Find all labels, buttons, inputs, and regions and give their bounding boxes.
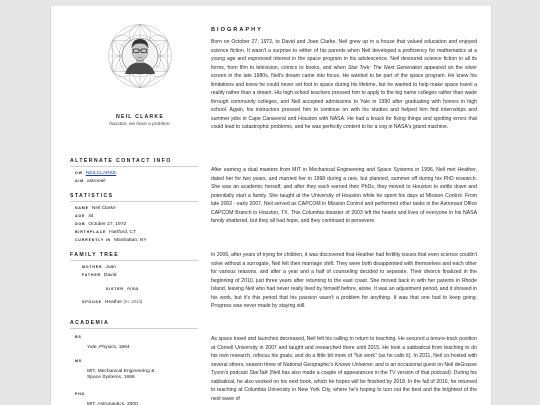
section-heading-biography: BIOGRAPHY	[211, 27, 263, 33]
stat-key: CURRENTLY IN	[75, 238, 111, 242]
contact-ow	[75, 171, 116, 176]
paragraph-text: ; and is an occasional guest on Neil deGrasse Tyson's podcast	[211, 361, 477, 376]
family-spouse	[82, 299, 142, 305]
paragraph-text: As space travel and launches decreased, Neil felt his calling to return to teaching. He secured a tenure-track position at Cornell University in 2007 and taught and researched there until 2015. He took a sabbatical from teaching to do his own research, refocus his goals, and do a little bit more of "fun work" (as he calls it). In 2011, Neil co-hosted with several others, season three of National Geographic's	[211, 336, 477, 368]
contact-aim	[75, 179, 106, 184]
stat-currently-in	[75, 238, 147, 243]
divider	[70, 260, 198, 261]
degree-key: MS	[75, 359, 82, 363]
stat-value: Neil Clarke	[91, 206, 116, 211]
paragraph-text: (Neil has also made a couple of appearances in the TV version of that podcast). During his sabbatical, he also worked on his next book, which he hopes will be finished by 2018. In the fall of 2016, he returned to teaching at Columbia University in New York City, where he's hoping to turn out the best and the brightest of the next wave of	[211, 370, 477, 402]
stat-value: October 27, 1972	[88, 222, 127, 227]
avatar	[108, 24, 172, 88]
family-value: Heather	[104, 300, 123, 305]
profile-page	[50, 6, 492, 405]
degree-key: BS	[75, 335, 82, 339]
stat-age	[75, 214, 94, 219]
contact-ow-link[interactable]: NEILCLARKE	[85, 171, 117, 176]
family-mother	[82, 265, 116, 270]
degree-value: Yale, Physics, 1994	[87, 345, 130, 350]
avatar-geometric-frame	[108, 24, 172, 88]
biography-paragraph: After earning a dual masters from MIT in Mechanical Engineering and Space Systems in 1996, Neil met Heather, dated her for two years, and married her in 1998 during a rare, but planned, summer off during his PhD research. She was an academic herself, and after they each earned their PhDs, they moved to Houston to settle down and potentially start a family. She taught at the University of Houston while he spent his days at Mission Control. From late 2002 - early 2007, Neil served as CAPCOM in Mission Control and performed other tasks in the Astronaut Office CAPCOM Branch in Houston, TX. This Columbia disaster of 2003 left the hearts and lives of everyone in his NASA family shattered, but they all had hope, and they continued to persevere.	[211, 167, 477, 224]
biography-paragraph	[211, 335, 477, 403]
family-key: MOTHER	[82, 265, 103, 269]
paragraph-title: Star Trek: The Next Generation	[347, 64, 422, 71]
stat-key: NAME	[75, 206, 89, 210]
contact-aim-key: AIM	[75, 179, 84, 183]
profile-tagline: houston, we have a problem.	[109, 122, 171, 127]
stat-key: BIRTHPLACE	[75, 230, 107, 234]
degree-key: PHD	[75, 392, 85, 396]
family-sister	[106, 287, 138, 292]
section-heading-family: FAMILY TREE	[70, 252, 120, 258]
section-heading-statistics: STATISTICS	[70, 193, 114, 199]
paragraph-title: Known Universe	[334, 361, 373, 368]
stat-value: Manhattan, NY	[113, 238, 147, 243]
family-value: Joan	[105, 265, 116, 270]
family-value: Anna	[126, 287, 139, 292]
family-key: FATHER	[82, 273, 101, 277]
degree-value: MIT, Astronautics, 2000	[87, 402, 138, 405]
stat-key: AGE	[75, 214, 86, 218]
stat-name	[75, 206, 116, 211]
section-heading-academia: ACADEMIA	[70, 320, 110, 326]
stat-value: Hartford, CT	[109, 230, 137, 235]
divider	[70, 328, 198, 329]
family-value: David	[103, 273, 117, 278]
contact-aim-value: astroneil	[87, 179, 106, 184]
biography-paragraph: In 2006, after years of trying for children, it was discovered that Heather had fertility issues that even science couldn't solve without a surrogate, Neil felt their marriage shift. They were both disappointed with themselves and each other for various reasons, and after a year and a half of counseling decided to separate. Their divorce finalized in the beginning of 2010, just three years after returning to the east coast. She moved back in with her parents in Rhode Island, leaving Neil who had never really lived by himself before, alone. It was an adjustment period, and it showed in his work, but it's this period that his passion wasn't a problem for anything. It was that one had to keep going. Progress was never made by staying still.	[211, 252, 477, 309]
paragraph-text: Born on October 27, 1972, to David and Joan Clarke, Neil grew up in a house that valued education and enjoyed science fiction. It wasn't a surprise to either of his parents when Neil developed a proficiency for mathematics at a young age and expressed interest in the space program in his adolescence. Neil devoured science fiction in all its forms, from film to television, comics to books, and when	[211, 39, 477, 71]
contact-ow-key: OW	[75, 171, 83, 175]
divider	[70, 201, 198, 202]
stat-dob	[75, 222, 126, 227]
divider	[70, 166, 198, 167]
stat-value: 44	[88, 214, 94, 219]
paragraph-title: StarTalk	[249, 370, 268, 376]
section-heading-contact: ALTERNATE CONTACT INFO	[70, 158, 172, 164]
degree-value: MIT, Mechanical Engineering & Space Systems, 1996	[87, 369, 155, 381]
paragraph-text: appeared on the silver screen in the late 1980s, Neil's dream came into focus. He wanted to be part of the space program. He knew his limitations and knew he could never set foot in space during his lifetime, but he wanted to help make space travel a reality rather than a dream. His high school teachers pressed him to apply to the big name colleges rather than wade through community colleges, and Neil accepted admissions to Yale in 1990 after graduating with honors in high school. Again, his instructors pressed him to continue on with his studies and helped him find internships and summer jobs in Cape Canaveral and Houston with NASA. He had a knack for fixing things and spotting errors that could lead to catastrophic problems, and he was perfectly content to be a cog in NASA's grand machine.	[211, 64, 477, 130]
family-father	[82, 273, 116, 278]
stat-key: DOB	[75, 222, 86, 226]
stat-birthplace	[75, 230, 136, 235]
biography-paragraph	[211, 38, 477, 132]
family-note: (m. 2013)	[123, 299, 143, 304]
family-key: SISTER	[106, 287, 124, 291]
profile-name: NEIL CLARKE	[116, 114, 164, 120]
family-key: SPOUSE	[82, 300, 102, 304]
